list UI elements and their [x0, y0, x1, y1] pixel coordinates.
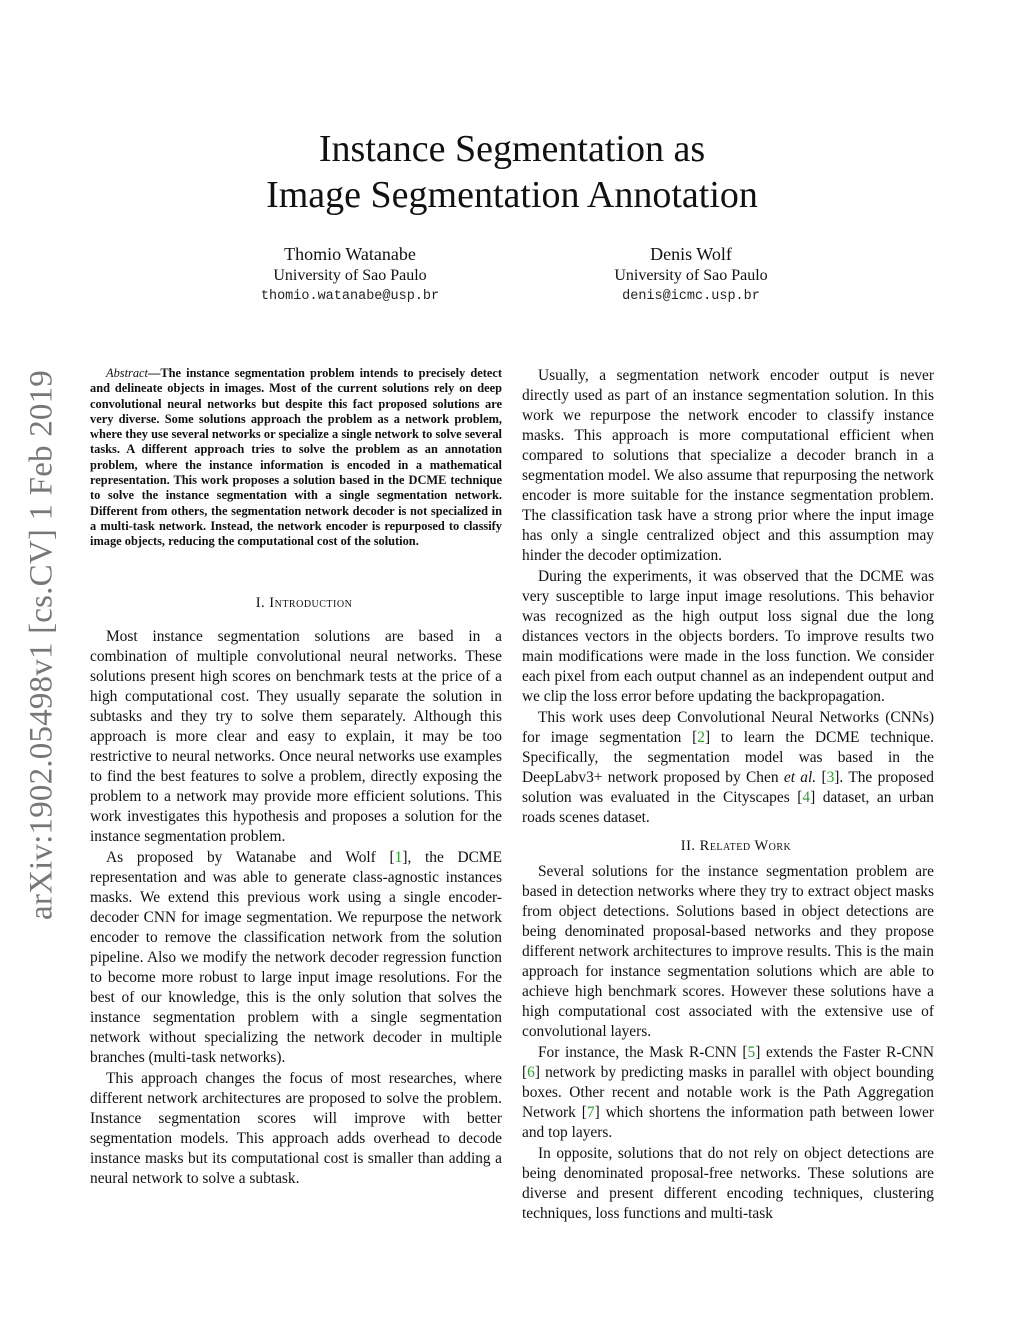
author-name: Denis Wolf	[650, 244, 732, 264]
text-run: ] extends the Faster R-CNN [	[522, 1044, 934, 1081]
paragraph	[90, 848, 502, 1068]
abstract	[90, 366, 502, 550]
right-column	[522, 366, 934, 1224]
text-run: This work uses deep Convolutional Neural Networks (CNNs) for image segmentation [	[522, 709, 934, 746]
text-run: ], the DCME representation and was able to generate class-agnostic instances masks. We extend this previous work using a single encoder-decoder CNN for image segmentation. We repurpose the network encoder to remove the classification network from the solution pipeline. Also we modify the network decoder regression function to become more robust to large input image resolutions. For the best of our knowledge, this is the only solution that solves the instance segmentation problem with a single segmentation network without specializing the network decoder in multiple branches (multi-task networks).	[90, 848, 503, 1066]
citation-link[interactable]: 6	[527, 1064, 535, 1081]
abstract-label: Abstract	[106, 366, 148, 380]
left-column	[90, 366, 502, 1189]
text-run: For instance, the Mask R-CNN [	[538, 1044, 748, 1061]
author-email[interactable]: thomio.watanabe@usp.br	[260, 289, 440, 304]
text-run: ] to learn the DCME technique. Specifically, the segmentation model was based in the DeepLabv3+ network proposed by Chen	[522, 729, 934, 786]
paragraph: During the experiments, it was observed that the DCME was very susceptible to large input image resolutions. This behavior was recognized as the high output loss signal due the long distances vectors in the objects borders. To improve results two main modifications were made in the loss function. We consider each pixel from each output channel as an independent output and we clip the loss error before updating the backpropagation.	[522, 568, 934, 705]
citation-link[interactable]: 5	[747, 1044, 756, 1061]
text-run: ] network by predicting masks in parallel with object bounding boxes. Other recent and notable work is the Path Aggregation Network [	[522, 1064, 934, 1121]
paragraph: Most instance segmentation solutions are based in a combination of multiple convolutional neural networks. These solutions present high scores on benchmark tests at the price of a high computational cost. They usually separate the solution in subtasks and they try to solve them separately. Although this approach is more clear and easy to explain, it may be too restrictive to neural networks. Once neural networks use examples to find the best features to solve a problem, directly exposing the problem to a network may provide more efficient solutions. This work investigates this hypothesis and proposes a solution for the instance segmentation problem.	[90, 627, 502, 845]
paragraph: Several solutions for the instance segmentation problem are based in detection networks where they try to extract object masks from object detections. Solutions based in object detections are being denominated proposal-based networks and they propose different network architectures to improve results. This is the main approach for instance segmentation solutions which are able to achieve high benchmark scores. However these solutions have a high computational cost associated with the extensive use of convolutional layers.	[522, 863, 934, 1040]
author-name: Thomio Watanabe	[284, 244, 416, 264]
citation-link[interactable]: 3	[826, 769, 835, 786]
author-email[interactable]: denis@icmc.usp.br	[622, 289, 760, 304]
author-block-1	[200, 244, 500, 308]
title-line-1: Instance Segmentation as	[318, 128, 706, 170]
section-heading-related-work: II. Related Work	[680, 838, 792, 854]
text-run: As proposed by Watanabe and Wolf [	[106, 848, 395, 866]
section-heading-introduction: I. Introduction	[255, 594, 353, 611]
paper-title	[0, 126, 1024, 218]
citation-link[interactable]: 2	[697, 729, 705, 746]
title-line-2: Image Segmentation Annotation	[266, 174, 758, 216]
text-run: ]. The proposed solution was evaluated in the Cityscapes [	[522, 769, 934, 806]
author-affiliation: University of Sao Paulo	[614, 267, 768, 284]
paragraph	[522, 708, 934, 828]
citation-link[interactable]: 7	[586, 1104, 595, 1121]
text-run: ] dataset, an urban roads scenes dataset.	[522, 789, 934, 826]
citation-link[interactable]: 4	[802, 789, 811, 806]
paragraph: In opposite, solutions that do not rely on object detections are being denominated proposal-free networks. These solutions are diverse and present different encoding techniques, clustering techniques, loss functions and multi-task	[522, 1145, 934, 1222]
paragraph: This approach changes the focus of most researches, where different network architectures are proposed to solve the problem. Instance segmentation scores will improve with better segmentation models. This approach adds overhead to decode instance masks but its computational cost is smaller than adding a neural network to solve a subtask.	[90, 1069, 502, 1187]
citation-link[interactable]: 1	[394, 848, 403, 866]
text-run: ] which shortens the information path between lower and top layers.	[522, 1104, 935, 1141]
paragraph	[522, 1043, 934, 1143]
text-run: et al.	[783, 769, 817, 786]
paragraph: Usually, a segmentation network encoder output is never directly used as part of an instance segmentation solution. In this work we repurpose the network encoder to classify instance masks. This approach is more computational efficient when compared to solutions that specialize a decoder branch in a segmentation model. We also assume that repurposing the network encoder is more suitable for the instance segmentation problem. The classification task have a strong prior where the input image has only a single centralized object and this assumption may hinder the decoder optimization.	[522, 367, 934, 564]
author-block-2	[541, 244, 841, 308]
text-run: [	[816, 769, 827, 786]
author-affiliation: University of Sao Paulo	[273, 267, 427, 284]
arxiv-stamp: arXiv:1902.05498v1 [cs.CV] 1 Feb 2019	[23, 369, 60, 921]
abstract-text: —The instance segmentation problem intends to precisely detect and delineate objects in images. Most of the current solutions rely on deep convolutional neural networks but despite this fact proposed solutions are very diverse. Some solutions approach the problem as a network problem, where they use several networks or specialize a single network to solve several tasks. A different approach tries to solve the problem as an annotation problem, where the instance information is encoded in a mathematical representation. This work proposes a solution based in the DCME technique to solve the instance segmentation with a single segmentation network. Different from others, the segmentation network decoder is not specialized in a multi-task network. Instead, the network encoder is repurposed to classify image objects, reducing the computational cost of the solution.	[90, 366, 502, 549]
